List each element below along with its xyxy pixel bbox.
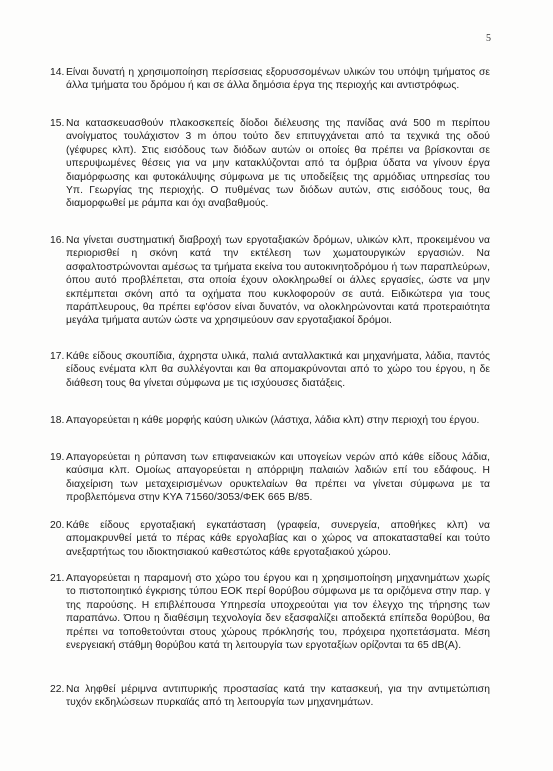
list-item-17 <box>50 350 490 390</box>
item-text: Να γίνεται συστηματική διαβροχή των εργοταξιακών δρόμων, υλικών κλπ, προκειμένου να περιορισθεί η σκόνη κατά την εκτέλεση των χωματουργικών εργασιών. Να ασφαλτοστρώνονται αμέσως τα τμήματα εκείνα του αυτοκινητοδρόμου ή των παραπλεύρων, όπου αυτό προβλέπεται, στα οποία έχουν ολοκληρωθεί οι άλλες εργασίες, ώστε να μην εκπέμπεται σκόνη από τα οχήματα που κυκλοφορούν σε αυτά. Ειδικώτερα για τους παράπλευρους, θα πρέπει εφ'όσον είναι δυνατόν, να ολοκληρώνονται κατά προτεραιότητα μεγάλα τμήματα αυτών ώστε να χρησιμεύουν σαν εργοταξιακοί δρόμοι. <box>66 235 491 327</box>
list-item-16 <box>50 234 490 328</box>
item-number: 15. <box>50 118 65 129</box>
item-text: Κάθε είδους σκουπίδια, άχρηστα υλικά, παλιά ανταλλακτικά και μηχανήματα, λάδια, παντός είδους ενέματα κλπ θα συλλέγονται και θα απομακρύνονται από το χώρο του έργου, η δε διάθεση τους θα γίνεται σύμφωνα με τις ισχύουσες διατάξεις. <box>66 351 490 389</box>
item-text: Απαγορεύεται η κάθε μορφής καύση υλικών (λάστιχα, λάδια κλπ) στην περιοχή του έργου. <box>66 415 480 426</box>
item-text: Να κατασκευασθούν πλακοσκεπείς δίοδοι διέλευσης της πανίδας ανά 500 m περίπου ανοίγματος τουλάχιστον 3 m όπου τούτο δεν επιτυγχάνεται από τα τεχνικά της οδού (γέφυρες κλπ). Στις εισόδους των διόδων αυτών οι οποίες θα πρέπει να βρίσκονται σε υπερυψωμένες θέσεις για να μην κατακλύζονται από τα όμβρια ύδατα να γίνουν έργα διαμόρφωσης και φυτοκάλυψης σύμφωνα με τις υποδείξεις της αρμόδιας υπηρεσίας του Υπ. Γεωργίας της περιοχής. Ο πυθμένας των διόδων αυτών, στις εισόδους τους, θα διαμορφωθεί με ράμπα και όχι αναβαθμούς. <box>66 118 490 210</box>
item-number: 17. <box>50 351 65 362</box>
item-text: Απαγορεύεται η παραμονή στο χώρο του έργου και η χρησιμοποίηση μηχανημάτων χωρίς το πιστοποιητικό έγκρισης τύπου ΕΟΚ περί θορύβου σύμφωνα με τα οριζόμενα στην παρ. γ της παρούσης. Η επιβλέπουσα Υπηρεσία υποχρεούται για τον έλεγχο της τήρησης των παραπάνω. Όπου η διαθέσιμη τεχνολογία δεν εξασφαλίζει αποδεκτά επίπεδα θορύβου, θα πρέπει να τοποθετούνται στους χώρους πρόκλησής του, πρόχειρα ηχοπετάσματα. Μέση ενεργειακή στάθμη θορύβου κατά τη λειτουργία των εργοταξίων ορίζονται τα 65 dB(A). <box>66 573 490 652</box>
item-number: 19. <box>50 452 65 463</box>
item-number: 21. <box>50 573 65 584</box>
list-item-21 <box>50 572 490 652</box>
item-number: 22. <box>50 684 65 695</box>
list-item-15 <box>50 117 490 211</box>
list-item-22 <box>50 683 490 710</box>
item-text: Είναι δυνατή η χρησιμοποίηση περίσσειας εξορυσσομένων υλικών του υπόψη τμήματος σε άλλα τμήματα του δρόμου ή και σε άλλα δημόσια έργα της περιοχής και αντιστρόφως. <box>66 67 490 92</box>
list-item-19 <box>50 451 490 505</box>
item-number: 16. <box>50 235 65 246</box>
item-number: 20. <box>50 520 65 531</box>
item-number: 18. <box>50 415 65 426</box>
list-item-14 <box>50 66 490 93</box>
page-number: 5 <box>486 33 491 44</box>
item-text: Κάθε είδους εργοταξιακή εγκατάσταση (γραφεία, συνεργεία, αποθήκες κλπ) να απομακρυνθεί μετά το πέρας κάθε εργολαβίας και ο χώρος να αποκατασταθεί και τούτο ανεξαρτήτως του ιδιοκτησιακού καθεστώτος κάθε εργοταξιακού χώρου. <box>66 520 490 558</box>
list-item-18 <box>50 414 490 427</box>
item-text: Να ληφθεί μέριμνα αντιπυρικής προστασίας κατά την κατασκευή, για την αντιμετώπιση τυχόν εκδηλώσεων πυρκαϊάς από τη λειτουργία των μηχανημάτων. <box>66 684 490 709</box>
item-number: 14. <box>50 67 65 78</box>
list-item-20 <box>50 519 490 559</box>
item-text: Απαγορεύεται η ρύπανση των επιφανειακών και υπογείων νερών από κάθε είδους λάδια, καύσιμα κλπ. Ομοίως απαγορεύεται η απόρριψη παλαιών λαδιών επί του εδάφους. Η διαχείριση των μεταχειρισμένων ορυκτελαίων θα πρέπει να γίνεται σύμφωνα με τα προβλεπόμενα στην ΚΥΑ 71560/3053/ΦΕΚ 665 Β/85. <box>66 452 490 504</box>
